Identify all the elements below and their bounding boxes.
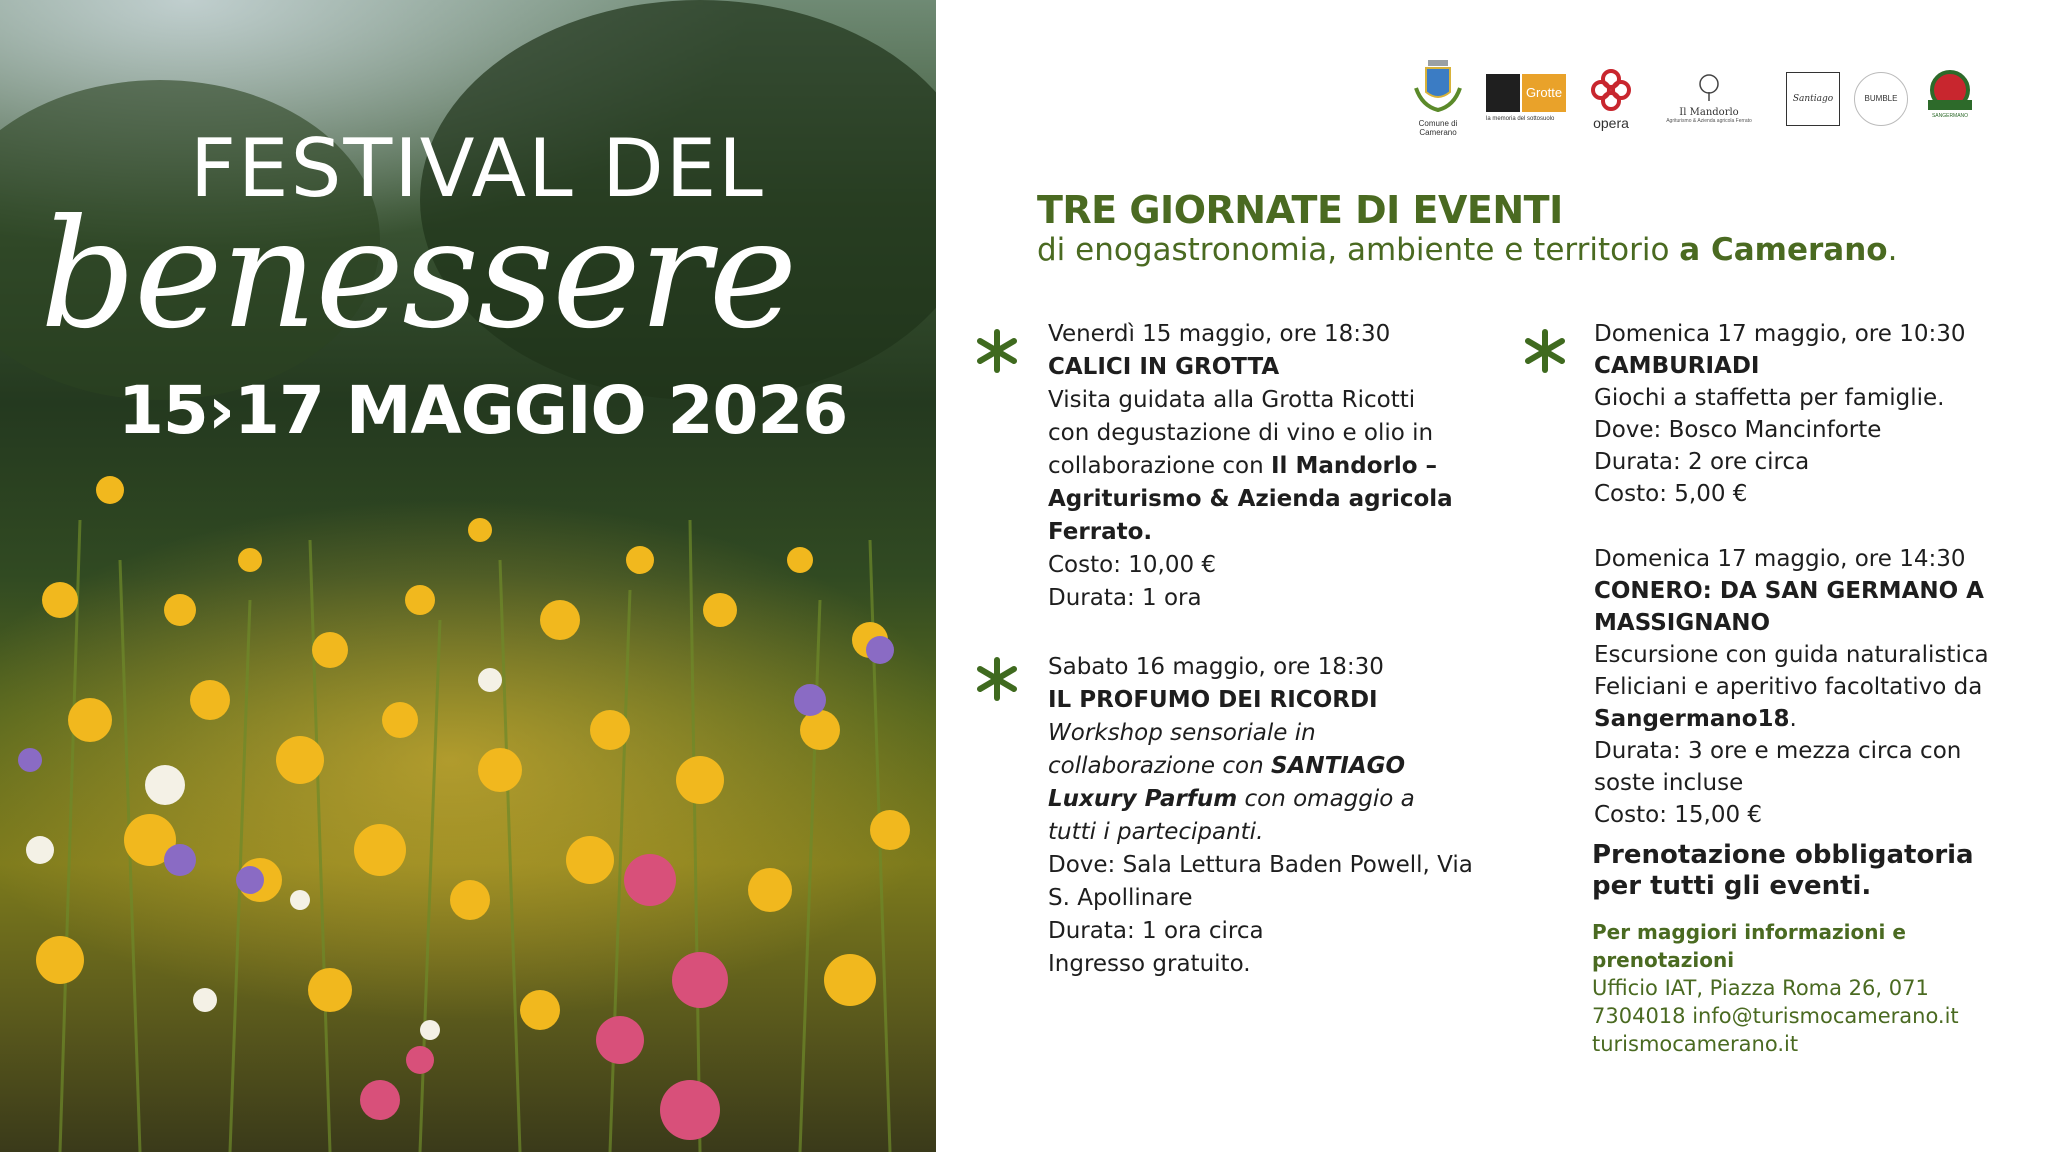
event-profumo-dei-ricordi	[1048, 651, 1473, 981]
event-duration: Durata: 3 ore e mezza circa con	[1594, 738, 1962, 764]
asterisk-icon	[1522, 328, 1568, 374]
event-title: CALICI IN GROTTA	[1048, 354, 1280, 380]
event-duration: Durata: 2 ore circa	[1594, 449, 1810, 475]
info-heading-line: Per maggiori informazioni e	[1592, 920, 1906, 944]
event-location: Dove: Bosco Mancinforte	[1594, 417, 1882, 443]
contact-website: turismocamerano.it	[1592, 1032, 1799, 1056]
event-camburiadi	[1594, 318, 1965, 510]
event-description-line	[1048, 783, 1473, 816]
festival-dates: 15›17 MAGGIO 2026	[118, 372, 848, 449]
event-partner: Sangermano18	[1594, 706, 1790, 732]
sangermano-label: SANGERMANO	[1931, 113, 1969, 119]
il-mandorlo-label: Il Mandorlo	[1679, 107, 1739, 118]
asterisk-icon	[974, 328, 1020, 374]
event-date: Sabato 16 maggio, ore 18:30	[1048, 654, 1384, 680]
opera-logo	[1588, 68, 1634, 138]
event-entry: Ingresso gratuito.	[1048, 951, 1251, 977]
event-partner: Il Mandorlo –	[1271, 453, 1438, 479]
event-partner: SANTIAGO	[1271, 753, 1406, 779]
il-mandorlo-logo	[1650, 74, 1768, 134]
event-description-line: Visita guidata alla Grotta Ricotti	[1048, 387, 1416, 413]
grotte-logo	[1486, 74, 1568, 134]
info-heading-line: prenotazioni	[1592, 948, 1735, 972]
event-location: Dove: Sala Lettura Baden Powell, Via	[1048, 852, 1473, 878]
event-partner: Agriturismo & Azienda agricola	[1048, 486, 1453, 512]
intro-subtitle	[1037, 232, 1897, 268]
intro-title: TRE GIORNATE DI EVENTI	[1037, 188, 1563, 232]
intro-subtitle-text: di enogastronomia, ambiente e territorio	[1037, 232, 1670, 268]
event-cost: Costo: 15,00 €	[1594, 802, 1763, 828]
coat-of-arms-icon	[1408, 58, 1468, 114]
event-description-line: Escursione con guida naturalistica	[1594, 642, 1989, 668]
contact-address: Ufficio IAT, Piazza Roma 26, 071	[1592, 976, 1929, 1000]
logo-caption-2: Camerano	[1419, 128, 1457, 137]
event-title: IL PROFUMO DEI RICORDI	[1048, 687, 1378, 713]
event-partner: Luxury Parfum	[1048, 786, 1238, 812]
event-description-line: Feliciani e aperitivo facoltativo da	[1594, 674, 1983, 700]
flower-meadow-photo	[0, 0, 936, 1152]
comune-di-camerano-logo	[1408, 58, 1468, 138]
booking-notice	[1592, 840, 1974, 902]
event-partner: Ferrato.	[1048, 519, 1153, 545]
event-date: Venerdì 15 maggio, ore 18:30	[1048, 321, 1391, 347]
santiago-label: Santiago	[1792, 94, 1834, 104]
event-conero	[1594, 543, 1989, 831]
event-date: Domenica 17 maggio, ore 10:30	[1594, 321, 1966, 347]
bumble-logo	[1854, 72, 1908, 126]
sangermano-badge-icon	[1922, 70, 1978, 116]
event-cost: Costo: 10,00 €	[1048, 552, 1217, 578]
santiago-logo	[1786, 72, 1840, 126]
event-cost: Costo: 5,00 €	[1594, 481, 1748, 507]
info-heading	[1592, 918, 1906, 974]
event-description-line	[1048, 450, 1453, 483]
grotte-caption: la memoria del sottosuolo	[1486, 116, 1555, 122]
contact-email: 7304018 info@turismocamerano.it	[1592, 1004, 1959, 1028]
booking-line: Prenotazione obbligatoria	[1592, 840, 1974, 870]
event-duration: soste incluse	[1594, 770, 1744, 796]
tree-icon	[1650, 74, 1768, 102]
event-description-line: Workshop sensoriale in	[1048, 720, 1316, 746]
asterisk-icon	[974, 656, 1020, 702]
event-description-line	[1594, 703, 1989, 735]
opera-rings-icon	[1588, 68, 1634, 112]
grotte-dark-mark	[1486, 74, 1520, 112]
event-description-line: Giochi a staffetta per famiglie.	[1594, 385, 1945, 411]
event-calici-in-grotta	[1048, 318, 1453, 615]
event-title: CONERO: DA SAN GERMANO A	[1594, 578, 1984, 604]
event-text: con omaggio a	[1237, 786, 1415, 812]
event-text: .	[1789, 706, 1797, 732]
sponsor-logos	[1408, 58, 1978, 138]
event-text: collaborazione con	[1048, 753, 1271, 779]
sangermano-logo	[1922, 70, 1978, 126]
poster-headline	[0, 0, 936, 480]
grotte-label: Grotte	[1522, 74, 1566, 112]
contact-info	[1592, 974, 1959, 1058]
il-mandorlo-caption: Agriturismo & Azienda agricola Ferrato	[1666, 118, 1752, 124]
event-description-line: tutti i partecipanti.	[1048, 819, 1264, 845]
script-title: benessere	[40, 188, 796, 362]
event-duration: Durata: 1 ora	[1048, 585, 1202, 611]
event-title: CAMBURIADI	[1594, 353, 1760, 379]
event-description-line: con degustazione di vino e olio in	[1048, 420, 1434, 446]
festival-title: FESTIVAL DEL	[190, 122, 765, 215]
booking-line: per tutti gli eventi.	[1592, 871, 1872, 901]
event-duration: Durata: 1 ora circa	[1048, 918, 1264, 944]
opera-label: opera	[1593, 115, 1629, 131]
bumble-label: BUMBLE	[1864, 94, 1898, 103]
event-title: MASSIGNANO	[1594, 610, 1771, 636]
logo-caption-1: Comune di	[1418, 119, 1458, 128]
intro-dot: .	[1887, 232, 1898, 268]
intro-place: a Camerano	[1679, 232, 1888, 268]
event-text: collaborazione con	[1048, 453, 1271, 479]
event-description-line	[1048, 750, 1473, 783]
event-date: Domenica 17 maggio, ore 14:30	[1594, 546, 1966, 572]
event-location: S. Apollinare	[1048, 885, 1193, 911]
